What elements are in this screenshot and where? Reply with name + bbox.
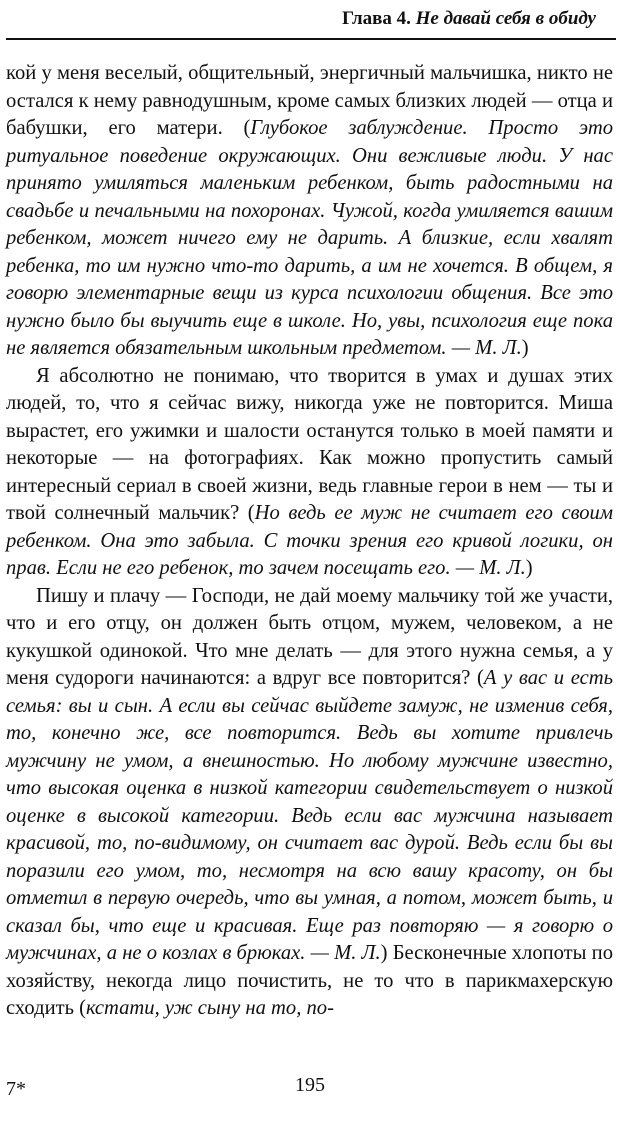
page-number: 195	[295, 1074, 325, 1096]
letter-text: )	[521, 337, 529, 359]
editor-comment-text: А у вас и есть семья: вы и сын. А если вы сейчас выйдете замуж, не изменив себя, то, конечно же, все повторится. Ведь вы хотите привлечь мужчину не умом, а внешностью. Но любому мужчине известно, что высокая оценка в низкой категории свидетельствует о низкой оценке в высокой категории. Ведь если вас мужчина называет красивой, то, по-видимому, он считает вас дурой. Ведь если бы вы поразили его умом, то, несмотря на всю вашу красоту, он бы отметил в первую очередь, что вы умная, а потом, может быть, и сказал бы, что еще и красивая. Еще раз повторяю — я говорю о мужчинах, а не о козлах в брюках. — М. Л.	[6, 667, 613, 964]
letter-text: Пишу и плачу — Господи, не дай моему мальчику той же участи, что и его отцу, он должен быть отцом, мужем, человеком, а не кукушкой одинокой. Что мне делать — для этого нужна семья, а у меня судороги начинаются: а вдруг все повторится? (	[6, 584, 613, 689]
paragraph	[6, 363, 613, 583]
editor-comment-text: Но ведь ее муж не считает его своим ребенком. Она это забыла. С точки зрения его кривой логики, он прав. Если не его ребенок, то зачем посещать его. — М. Л.	[6, 502, 613, 579]
chapter-title: Не давай себя в обиду	[415, 8, 596, 29]
paragraph	[6, 583, 613, 1023]
header-rule	[6, 38, 616, 40]
chapter-label: Глава 4.	[342, 8, 411, 29]
letter-text: ) Бесконечные хлопоты по хозяйству, некогда лицо почистить, не то что в парикмахерскую сходить (	[6, 942, 613, 1019]
letter-text: Я абсолютно не понимаю, что творится в умах и душах этих людей, то, что я сейчас вижу, никогда уже не повторится. Миша вырастет, его ужимки и шалости останутся только в моей памяти и некоторые — на фотографиях. Как можно пропустить самый интересный сериал в своей жизни, ведь главные герои в нем — ты и твой солнечный мальчик? (	[6, 364, 613, 524]
body-text	[6, 60, 613, 1023]
paragraph	[6, 60, 613, 363]
printer-signature-mark: 7*	[6, 1078, 26, 1100]
editor-comment-text: кстати, уж сыну на то, по-	[85, 997, 334, 1019]
running-head	[342, 8, 596, 30]
letter-text: )	[525, 557, 533, 579]
editor-comment-text: Глубокое заблуждение. Просто это ритуальное поведение окружающих. Они вежливые люди. У нас принято умиляться маленьким ребенком, быть радостными на свадьбе и печальными на похоронах. Чужой, когда умиляется вашим ребенком, может ничего ему не дарить. А близкие, если хвалят ребенка, то им нужно что-то дарить, а им не хочется. В общем, я говорю элементарные вещи из курса психологии общения. Все это нужно было бы выучить еще в школе. Но, увы, психология еще пока не является обязательным школьным предметом. — М. Л.	[6, 117, 613, 359]
letter-text: кой у меня веселый, общительный, энергичный мальчишка, никто не остался к нему равнодушным, кроме самых близких людей — отца и бабушки, его матери. (	[6, 62, 613, 139]
